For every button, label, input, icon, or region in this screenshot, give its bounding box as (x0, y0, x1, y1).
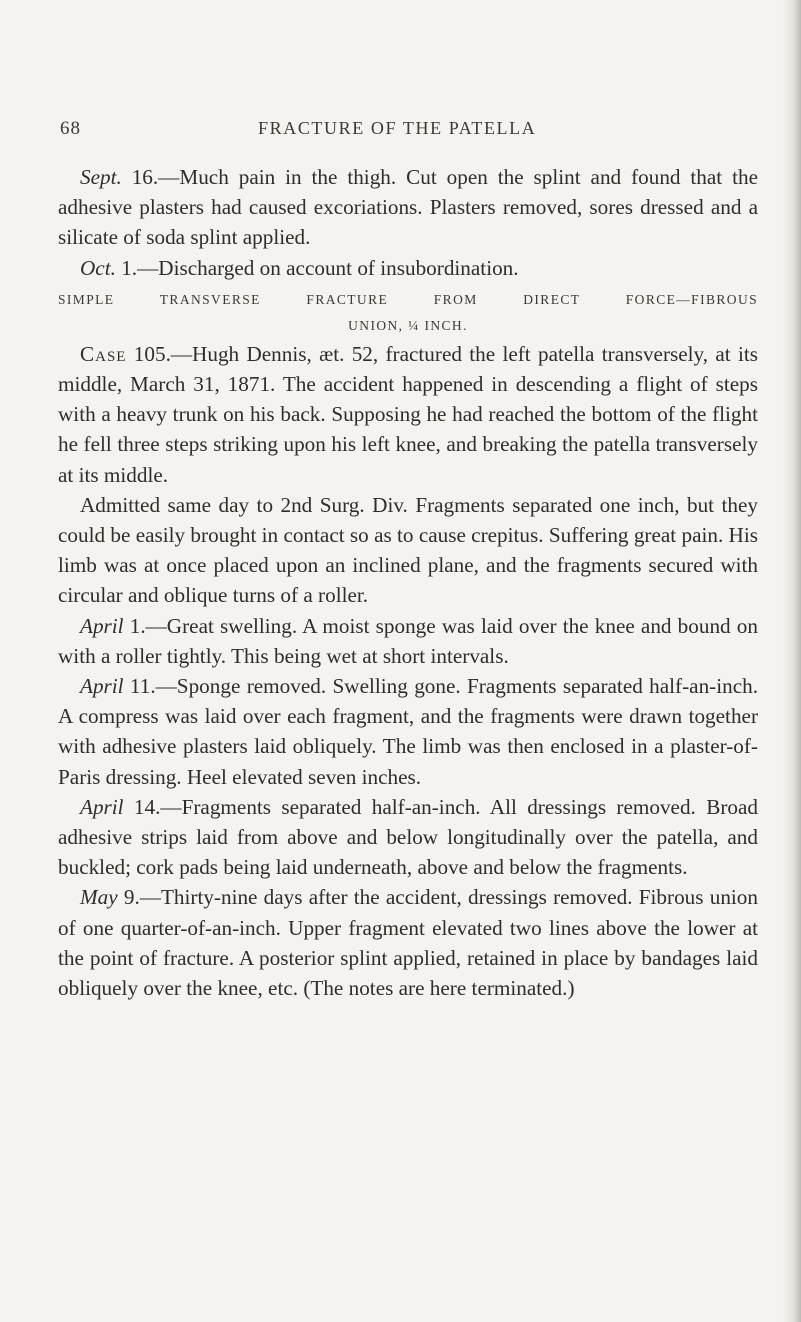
section-heading-line-1: SIMPLE TRANSVERSE FRACTURE FROM DIRECT FORCE—FIBROUS (58, 291, 758, 307)
entry-may-9 (58, 882, 758, 1003)
entry-date: April (80, 674, 124, 699)
entry-date: May (80, 885, 118, 910)
entry-text: 1.—Discharged on account of insubordination. (115, 255, 519, 280)
entry-april-14 (58, 792, 758, 883)
case-text: 105.—Hugh Dennis, æt. 52, fractured the left patella transversely, at its middle, March 31, 1871. The accident happened in descending a flight of steps with a heavy trunk on his back. Supposing he had reached the bottom of the flight he fell three steps striking upon his left knee, and breaking the patella transversely at its middle. (58, 341, 758, 487)
page-number: 68 (60, 118, 81, 139)
case-paragraph (58, 339, 758, 490)
page-body (58, 162, 758, 1003)
entry-text: 11.—Sponge removed. Swelling gone. Fragments separated half-an-inch. A compress was laid over each fragment, and the fragments were drawn together with adhesive plasters laid obliquely. The limb was then enclosed in a plaster-of-Paris dressing. Heel elevated seven inches. (58, 674, 758, 789)
section-heading (58, 287, 758, 339)
running-header (60, 118, 750, 148)
entry-date: Sept. (80, 165, 122, 189)
entry-oct-1 (58, 253, 758, 283)
entry-date: April (80, 613, 124, 638)
running-title: FRACTURE OF THE PATELLA (258, 118, 537, 138)
section-heading-line-2: UNION, ¼ INCH. (348, 317, 468, 333)
entry-date: April (80, 794, 124, 819)
case-label: Case (80, 341, 127, 366)
admitted-paragraph: Admitted same day to 2nd Surg. Div. Fragments separated one inch, but they could be easily brought in contact so as to cause crepitus. Suffering great pain. His limb was at once placed upon an inclined plane, and the fragments secured with circular and oblique turns of a roller. (58, 492, 758, 608)
entry-text: 14.—Fragments separated half-an-inch. All dressings removed. Broad adhesive strips laid from above and below longitudinally over the patella, and buckled; cork pads being laid underneath, above and below the fragments. (58, 794, 758, 880)
entry-april-1 (58, 611, 758, 671)
entry-april-11 (58, 671, 758, 792)
entry-text: 9.—Thirty-nine days after the accident, dressings removed. Fibrous union of one quarter-of-an-inch. Upper fragment elevated two lines above the lower at the point of fracture. A posterior splint applied, retained in place by bandages laid obliquely over the knee, etc. (The notes are here terminated.) (58, 885, 758, 1001)
page-edge-shadow (783, 0, 801, 1322)
entry-text: 1.—Great swelling. A moist sponge was laid over the knee and bound on with a roller tightly. This being wet at short intervals. (58, 613, 758, 668)
entry-sept-16 (58, 162, 758, 253)
entry-date: Oct. (80, 255, 116, 280)
entry-text: 16.—Much pain in the thigh. Cut open the splint and found that the adhesive plasters had caused excoriations. Plasters removed, sores dressed and a silicate of soda splint applied. (58, 165, 758, 250)
